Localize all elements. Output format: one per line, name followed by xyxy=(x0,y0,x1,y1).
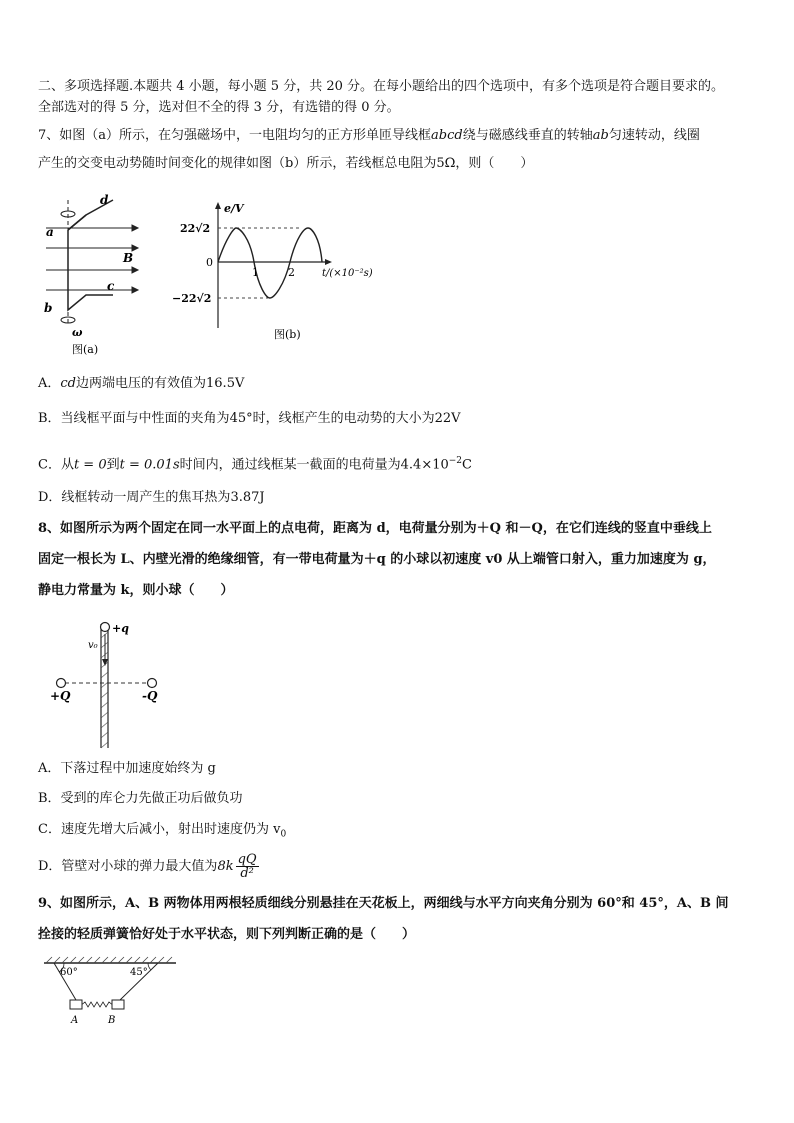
label-v0: v₀ xyxy=(88,640,98,651)
label-plus-q: +q xyxy=(112,622,129,635)
label-b: b xyxy=(44,301,53,315)
q8-option-d[interactable]: D．管壁对小球的弹力最大值为8k $\frac{qQ}{\text{d²}}$ xyxy=(38,852,257,881)
x1: 1 xyxy=(252,266,259,279)
q8-stem-line1: 8、如图所示为两个固定在同一水平面上的点电荷，距离为 d，电荷量分别为＋Q 和－Q，在它们连线的竖直中垂线上 xyxy=(38,521,712,536)
q8-figure xyxy=(48,618,168,750)
xlabel: t/(×10⁻²s) xyxy=(322,268,373,279)
caption-a: 图(a) xyxy=(72,343,99,356)
q7-option-d[interactable]: D．线框转动一周产生的焦耳热为3.87J xyxy=(38,490,265,505)
q9-figure xyxy=(40,955,180,1027)
caption-b: 图(b) xyxy=(274,328,301,341)
label-omega: ω xyxy=(72,326,83,339)
q8-option-b[interactable]: B．受到的库仑力先做正功后做负功 xyxy=(38,791,243,806)
angle-60: 60° xyxy=(60,967,78,978)
q8-stem-line2: 固定一根长为 L、内壁光滑的绝缘细管，有一带电荷量为＋q 的小球以初速度 v0 从上端管口射入，重力加速度为 g， xyxy=(38,552,716,567)
fraction-qQ-over-d2: $\frac{qQ}{\text{d²}}$ xyxy=(237,852,257,881)
section-heading: 二、多项选择题.本题共 4 小题，每小题 5 分，共 20 分。在每小题给出的四个选项中，有多个选项是符合题目要求的。 xyxy=(38,79,725,94)
q9-stem-line1: 9、如图所示，A、B 两物体用两根轻质细线分别悬挂在天花板上，两细线与水平方向夹角分别为 60°和 45°，A、B 间 xyxy=(38,896,729,911)
q7-option-a[interactable]: A．cd边两端电压的有效值为16.5V xyxy=(38,376,245,391)
ylabel: e/V xyxy=(224,202,244,215)
angle-45: 45° xyxy=(130,967,148,978)
q9-stem-line2: 拴接的轻质弹簧恰好处于水平状态，则下列判断正确的是（ ） xyxy=(38,927,416,942)
q7-option-b[interactable]: B．当线框平面与中性面的夹角为45°时，线框产生的电动势的大小为22V xyxy=(38,411,461,426)
section-rules: 全部选对的得 5 分，选对但不全的得 3 分，有选错的得 0 分。 xyxy=(38,100,400,115)
yzero: 0 xyxy=(206,256,213,269)
x2: 2 xyxy=(288,266,295,279)
q7-stem-line1: 7、如图（a）所示，在匀强磁场中，一电阻均匀的正方形单匝导线框abcd绕与磁感线垂直的转轴ab匀速转动，线圈 xyxy=(38,128,700,143)
label-c: c xyxy=(107,279,115,293)
label-B-block: B xyxy=(108,1015,116,1026)
q8-option-c[interactable]: C．速度先增大后减小，射出时速度仍为 $v_0$ xyxy=(38,822,287,840)
q8-stem-line3: 静电力常量为 k，则小球（ ） xyxy=(38,583,234,598)
label-B: B xyxy=(123,251,134,265)
q7-option-c[interactable]: C．从t = 0到t = 0.01s时间内，通过线框某一截面的电荷量为$4.4\times 10^{-2}C$ xyxy=(38,456,472,473)
q8-option-a[interactable]: A．下落过程中加速度始终为 g xyxy=(38,761,216,776)
label-d: d xyxy=(100,193,109,207)
label-plus-Q: +Q xyxy=(50,689,71,703)
ybottom: −22√2 xyxy=(172,292,212,305)
label-A: A xyxy=(71,1015,79,1026)
q7-figure-a xyxy=(38,190,148,360)
label-a: a xyxy=(46,225,54,239)
q7-stem-line2: 产生的交变电动势随时间变化的规律如图（b）所示，若线框总电阻为5Ω，则（ ） xyxy=(38,156,534,171)
q7-figure-b xyxy=(170,198,400,350)
ytop: 22√2 xyxy=(180,222,211,235)
label-minus-Q: -Q xyxy=(142,689,158,703)
